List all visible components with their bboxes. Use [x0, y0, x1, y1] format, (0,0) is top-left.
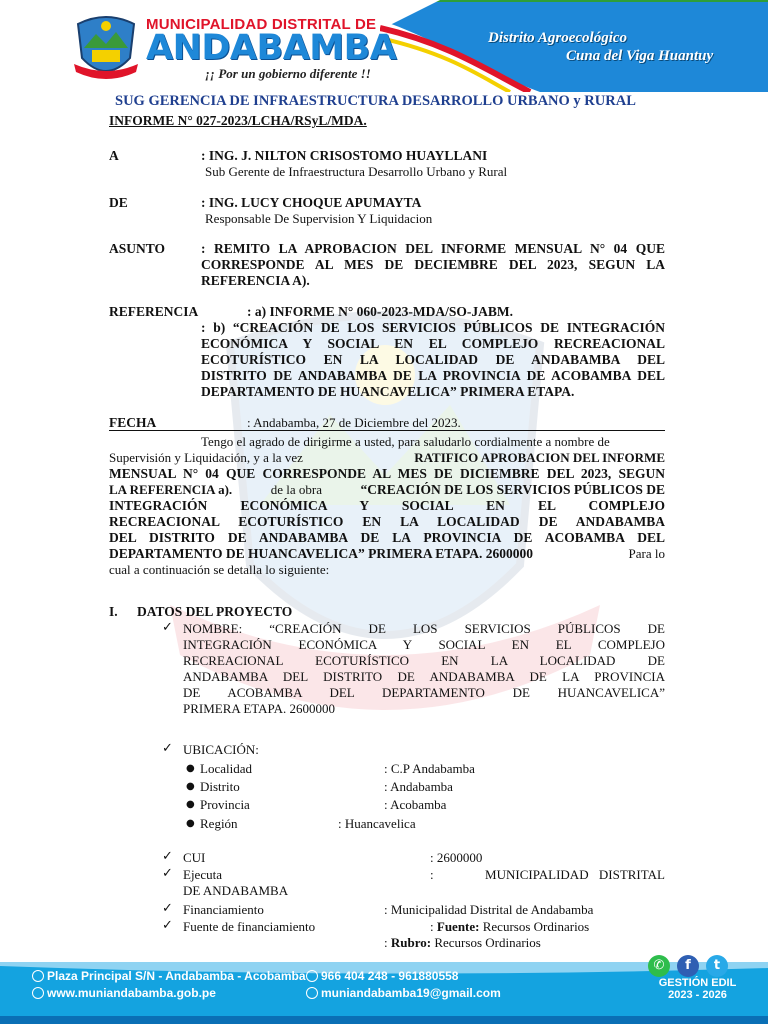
- referencia-b-line-2: ECONÓMICA Y SOCIAL EN EL COMPLEJO RECREACIONAL: [201, 336, 665, 351]
- body-line-4: [109, 482, 665, 498]
- body-line-1: Tengo el agrado de dirigirme a usted, para saludarlo cordialmente a nombre de: [201, 434, 610, 449]
- nombre-line-3: RECREACIONAL ECOTURÍSTICO EN LA LOCALIDAD DE: [183, 653, 665, 668]
- check-icon: ✓: [162, 849, 173, 864]
- check-icon: ✓: [162, 741, 173, 756]
- a-label: A: [109, 148, 119, 163]
- asunto-line-1: : REMITO LA APROBACION DEL INFORME MENSUAL N° 04 QUE: [201, 241, 665, 256]
- municipal-shield-icon: [70, 14, 142, 86]
- ubicacion-region-label: Región: [200, 816, 238, 831]
- fuente-row: : Fuente: Recursos Ordinarios: [430, 919, 590, 934]
- check-icon: ✓: [162, 620, 173, 635]
- ubicacion-localidad-value: : C.P Andabamba: [384, 761, 475, 776]
- body-line-4-ref: LA REFERENCIA a).: [109, 482, 233, 497]
- financiamiento-label: Financiamiento: [183, 902, 264, 917]
- body-line-8-normal: Para lo: [628, 546, 665, 561]
- ubicacion-distrito-value: : Andabamba: [384, 779, 453, 794]
- rubro-key: Rubro:: [390, 935, 432, 950]
- footer-website[interactable]: www.muniandabamba.gob.pe: [47, 986, 216, 1000]
- body-line-9: cual a continuación se detalla lo siguiente:: [109, 562, 330, 577]
- phone-icon: [306, 970, 318, 982]
- bullet-icon: ●: [186, 818, 195, 829]
- body-line-8: [109, 546, 665, 562]
- body-line-4-obra: de la obra: [270, 482, 322, 497]
- section-title: DATOS DEL PROYECTO: [137, 604, 293, 619]
- ubicacion-label: UBICACIÓN:: [183, 742, 259, 757]
- bullet-icon: ●: [186, 799, 195, 810]
- footer-phone: 966 404 248 - 961880558: [321, 969, 459, 983]
- de-name: : ING. LUCY CHOQUE APUMAYTA: [201, 195, 422, 210]
- location-icon: [32, 970, 44, 982]
- referencia-b-line-5: DEPARTAMENTO DE HUANCAVELICA” PRIMERA ETAPA.: [201, 384, 575, 399]
- de-role: Responsable De Supervision Y Liquidacion: [205, 211, 433, 226]
- gestion-line-1: GESTIÓN EDIL: [658, 977, 737, 989]
- asunto-label: ASUNTO: [109, 241, 166, 256]
- body-line-6: RECREACIONAL ECOTURÍSTICO EN LA LOCALIDAD DE ANDABAMBA: [109, 514, 665, 529]
- de-label: DE: [109, 195, 128, 210]
- brand-main-text: ANDABAMBA: [146, 28, 397, 68]
- referencia-b-line-3: ECOTURÍSTICO EN LA LOCALIDAD DE ANDABAMBA DEL: [201, 352, 665, 367]
- referencia-b-line-1: : b) “CREACIÓN DE LOS SERVICIOS PÚBLICOS DE INTEGRACIÓN: [201, 320, 665, 335]
- body-line-5: INTEGRACIÓN ECONÓMICA Y SOCIAL EN EL COMPLEJO: [109, 498, 665, 513]
- rubro-row: : Rubro: Recursos Ordinarios: [384, 935, 541, 950]
- cui-value: : 2600000: [430, 850, 483, 865]
- email-icon: [306, 987, 318, 999]
- fecha-value: : Andabamba, 27 de Diciembre del 2023.: [247, 415, 461, 430]
- body-line-4-title: “CREACIÓN DE LOS SERVICIOS PÚBLICOS DE: [360, 482, 665, 497]
- nombre-line-6: PRIMERA ETAPA. 2600000: [183, 701, 335, 716]
- band-text-cuna: Cuna del Viga Huantuy: [566, 48, 714, 64]
- check-icon: ✓: [162, 918, 173, 933]
- referencia-a: : a) INFORME N° 060-2023-MDA/SO-JABM.: [247, 304, 513, 319]
- facebook-icon[interactable]: f: [677, 955, 699, 977]
- whatsapp-icon[interactable]: ✆: [648, 955, 670, 977]
- nombre-line-5: DE ACOBAMBA DEL DEPARTAMENTO DE HUANCAVELICA”: [183, 685, 665, 700]
- ejecuta-label: Ejecuta: [183, 867, 222, 882]
- body-line-2-normal: Supervisión y Liquidación, y a la vez: [109, 450, 303, 465]
- gestion-line-2: 2023 - 2026: [668, 989, 727, 1001]
- a-role: Sub Gerente de Infraestructura Desarrollo Urbano y Rural: [205, 164, 508, 179]
- ubicacion-provincia-value: : Acobamba: [384, 797, 447, 812]
- a-name: : ING. J. NILTON CRISOSTOMO HUAYLLANI: [201, 148, 488, 163]
- fuente-value: Recursos Ordinarios: [482, 919, 590, 934]
- referencia-b-line-4: DISTRITO DE ANDABAMBA DE LA PROVINCIA DE ACOBAMBA DEL: [201, 368, 665, 383]
- body-line-7: DEL DISTRITO DE ANDABAMBA DE LA PROVINCIA DE ACOBAMBA DEL: [109, 530, 665, 545]
- cui-label: CUI: [183, 850, 206, 865]
- nombre-line-1: NOMBRE: “CREACIÓN DE LOS SERVICIOS PÚBLICOS DE: [183, 621, 665, 636]
- ubicacion-region-value: : Huancavelica: [338, 816, 416, 831]
- body-line-2: [109, 450, 665, 466]
- ubicacion-distrito-label: Distrito: [200, 779, 240, 794]
- body-line-3: MENSUAL N° 04 QUE CORRESPONDE AL MES DE DICIEMBRE DEL 2023, SEGUN: [109, 466, 665, 481]
- check-icon: ✓: [162, 866, 173, 881]
- brand-top-text: MUNICIPALIDAD DISTRITAL DE: [146, 16, 377, 33]
- gestion-edil-badge: [650, 977, 745, 1001]
- referencia-label: REFERENCIA: [109, 304, 199, 319]
- rubro-value: Recursos Ordinarios: [434, 935, 541, 950]
- footer-email[interactable]: muniandabamba19@gmail.com: [321, 986, 501, 1000]
- fecha-label: FECHA: [109, 415, 157, 430]
- body-line-2-bold: RATIFICO APROBACION DEL INFORME: [414, 450, 665, 465]
- ubicacion-localidad-label: Localidad: [200, 761, 252, 776]
- ejecuta-continued: DE ANDABAMBA: [183, 883, 289, 898]
- financiamiento-value: : Municipalidad Distrital de Andabamba: [384, 902, 594, 917]
- band-text-district: Distrito Agroecológico: [488, 30, 628, 46]
- asunto-line-3: REFERENCIA A).: [201, 273, 310, 288]
- ubicacion-provincia-label: Provincia: [200, 797, 250, 812]
- fuente-label: Fuente de financiamiento: [183, 919, 316, 934]
- twitter-icon[interactable]: t: [706, 955, 728, 977]
- ejecuta-value: : MUNICIPALIDAD DISTRITAL: [430, 867, 665, 882]
- bullet-icon: ●: [186, 781, 195, 792]
- body-line-8-bold: DEPARTAMENTO DE HUANCAVELICA” PRIMERA ETAPA. 2600000: [109, 546, 534, 561]
- globe-icon: [32, 987, 44, 999]
- nombre-line-4: ANDABAMBA DEL DISTRITO DE ANDABAMBA DE LA PROVINCIA: [183, 669, 665, 684]
- gerencia-heading: SUG GERENCIA DE INFRAESTRUCTURA DESARROLLO URBANO y RURAL: [115, 93, 636, 109]
- check-icon: ✓: [162, 901, 173, 916]
- fuente-key: Fuente:: [436, 919, 480, 934]
- bullet-icon: ●: [186, 763, 195, 774]
- informe-number: INFORME N° 027-2023/LCHA/RSyL/MDA.: [109, 113, 367, 128]
- nombre-line-2: INTEGRACIÓN ECONÓMICA Y SOCIAL EN EL COMPLEJO: [183, 637, 665, 652]
- brand-slogan: ¡¡ Por un gobierno diferente !!: [205, 66, 371, 81]
- asunto-line-2: CORRESPONDE AL MES DE DECIEMBRE DEL 2023, SEGUN LA: [201, 257, 665, 272]
- footer-address: Plaza Principal S/N - Andabamba - Acobamba: [47, 969, 306, 983]
- section-number: I.: [109, 604, 118, 619]
